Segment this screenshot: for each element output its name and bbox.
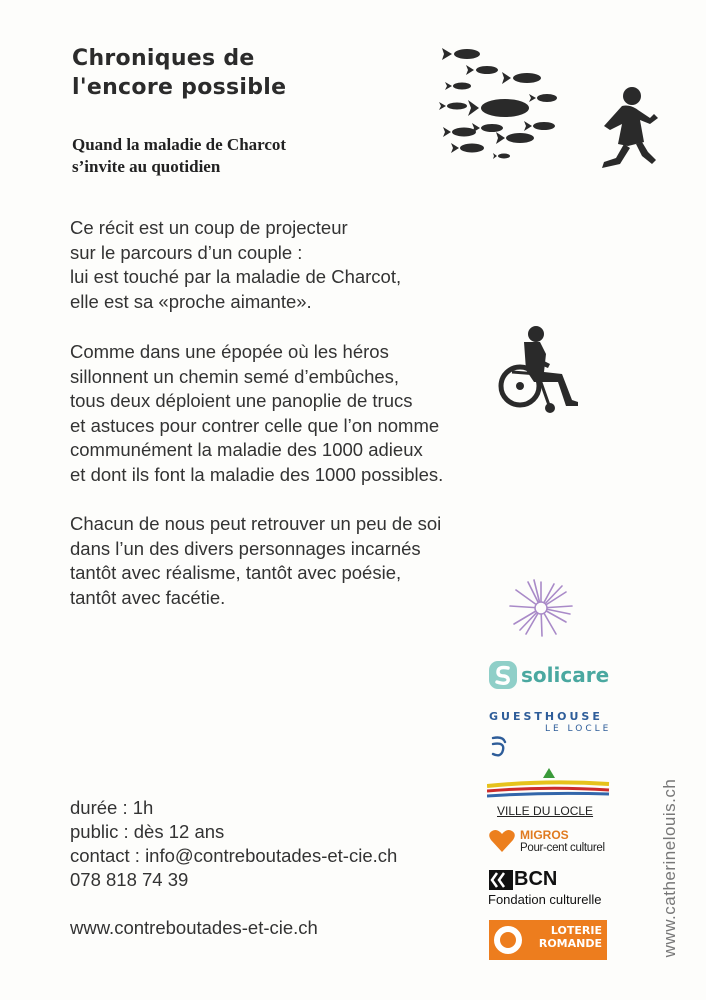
duration-text: durée : 1h <box>70 797 154 818</box>
paragraph-closing <box>70 512 441 610</box>
subtitle-line-2: s’invite au quotidien <box>72 157 221 176</box>
text-line: Chacun de nous peut retrouver un peu de soi <box>70 513 442 534</box>
subtitle-line-1: Quand la maladie de Charcot <box>72 135 287 154</box>
contact-email[interactable]: contact : info@contreboutades-et-cie.ch <box>70 845 398 866</box>
bcn-icon <box>489 870 513 890</box>
loterie-line-2: ROMANDE <box>538 937 602 950</box>
paragraph-intro <box>70 216 401 314</box>
title-line-1: Chroniques de <box>72 46 255 71</box>
loterie-romande-text <box>522 924 602 950</box>
running-child-illustration <box>580 84 670 174</box>
website-link[interactable]: www.contreboutades-et-cie.ch <box>70 917 318 938</box>
phone-number[interactable]: 078 818 74 39 <box>70 869 189 890</box>
heart-icon <box>488 828 516 854</box>
wheelchair-person-illustration <box>498 324 584 416</box>
migros-logo-subtext: Pour-cent culturel <box>520 842 605 854</box>
text-line: et astuces pour contrer celle que l’on nomme <box>70 414 440 436</box>
migros-logo-text: MIGROS <box>520 828 569 842</box>
text-line: sur le parcours d’un couple : <box>70 241 303 263</box>
page-subtitle <box>72 134 286 178</box>
illustrator-credit <box>658 775 682 960</box>
text-line: tantôt avec réalisme, tantôt avec poésie, <box>70 562 402 583</box>
event-info <box>70 796 397 892</box>
text-line: tous deux déploient une panoplie de trucs <box>70 390 413 411</box>
text-line: dans l’un des divers personnages incarnés <box>70 537 421 559</box>
audience-text: public : dès 12 ans <box>70 821 225 842</box>
text-line: elle est sa «proche aimante». <box>70 290 312 312</box>
solicare-logo-text: solicare <box>521 663 610 687</box>
solicare-icon <box>488 660 518 690</box>
text-line: Comme dans une épopée où les héros <box>70 341 389 362</box>
credit-text[interactable]: www.catherinelouis.ch <box>660 778 679 957</box>
guesthouse-hook-icon <box>489 734 511 760</box>
text-line: lui est touché par la maladie de Charcot, <box>70 266 402 287</box>
guesthouse-logo-text: GUESTHOUSE <box>489 710 603 723</box>
fish-school-illustration <box>432 42 572 162</box>
paragraph-story <box>70 340 443 487</box>
page-title <box>72 44 286 102</box>
flower-logo-icon <box>506 578 576 638</box>
text-line: Ce récit est un coup de projecteur <box>70 217 348 238</box>
ville-du-locle-text: VILLE DU LOCLE <box>497 804 594 818</box>
text-line: tantôt avec facétie. <box>70 586 226 608</box>
bcn-logo-text: BCN <box>514 868 558 890</box>
loterie-ring-icon <box>492 924 524 956</box>
loterie-line-1: LOTERIE <box>550 924 602 937</box>
guesthouse-logo-subtext: LE LOCLE <box>545 724 612 734</box>
text-line: et dont ils font la maladie des 1000 possibles. <box>70 463 444 485</box>
ville-du-locle-icon <box>487 766 611 798</box>
text-line: communément la maladie des 1000 adieux <box>70 439 423 460</box>
bcn-logo-subtext: Fondation culturelle <box>488 892 602 907</box>
title-line-2: l'encore possible <box>72 75 287 100</box>
text-line: sillonnent un chemin semé d’embûches, <box>70 365 400 387</box>
